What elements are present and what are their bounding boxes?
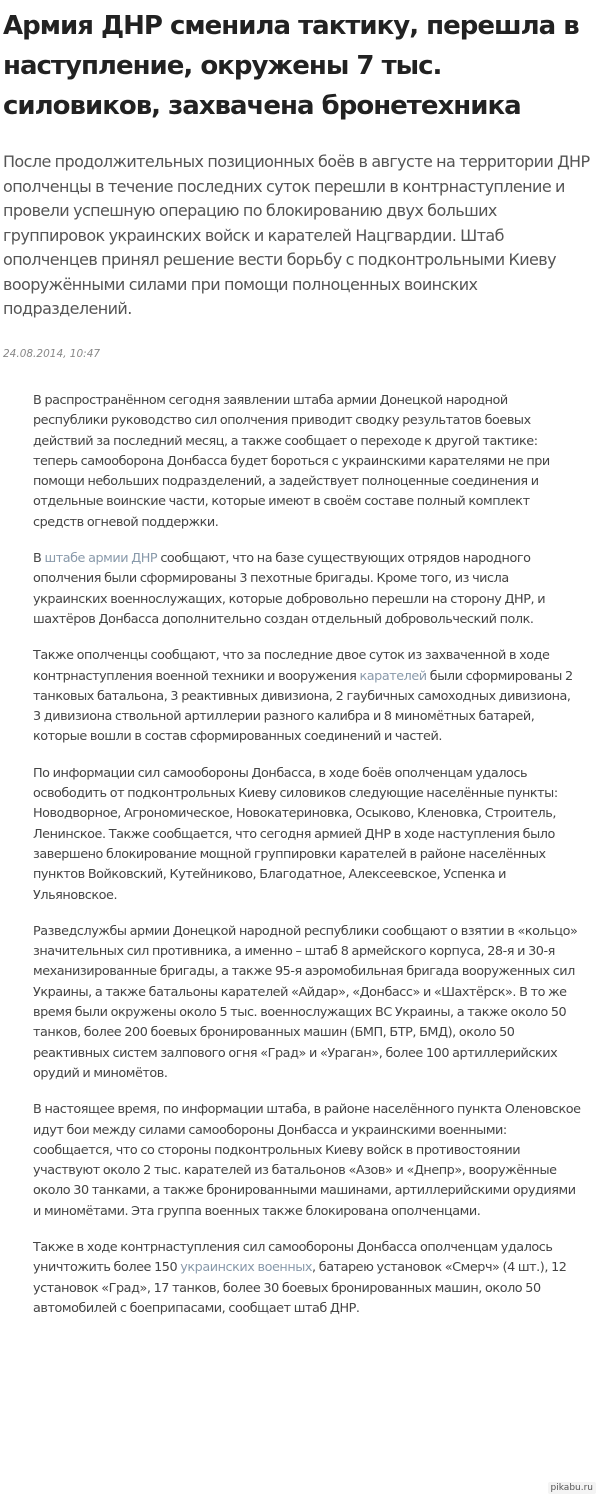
article-title: Армия ДНР сменила тактику, перешла в наступление, окружены 7 тыс. силовиков, захвачена бронетехника <box>3 11 579 121</box>
body-paragraph-2 <box>33 549 581 630</box>
body-paragraph-4: По информации сил самообороны Донбасса, в ходе боёв ополченцам удалось освободить от подконтрольных Киеву силовиков следующие населённые пункты: Новодворное, Агрономическое, Новокатериновка, Осыково, Кленовка, Строитель, Ленинское. Также сообщается, что сегодня армией ДНР в ходе наступления было завершено блокирование мощной группировки карателей в районе населённых пунктов Войковский, Кутейниково, Благодатное, Алексеевское, Успенка и Ульяновское. <box>33 765 558 903</box>
paragraph-7-text-start: Также в ходе контрнаступления сил самообороны Донбасса ополченцам удалось уничтожить более 150 <box>33 1239 553 1276</box>
body-paragraph-5: Разведслужбы армии Донецкой народной республики сообщают о взятии в «кольцо» значительных сил противника, а именно – штаб 8 армейского корпуса, 28-я и 30-я механизированные бригады, а также 95-я аэромобильная бригада вооруженных сил Украины, а также батальоны карателей «Айдар», «Донбасс» и «Шахтёрск». В то же время были окружены около 5 тыс. военнослужащих ВС Украины, а также около 50 танков, более 200 боевых бронированных машин (БМП, БТР, БМД), около 50 реактивных систем залпового огня «Град» и «Ураган», более 100 артиллерийских орудий и миномётов. <box>33 923 578 1081</box>
paragraph-3-text-start: Также ополченцы сообщают, что за последние двое суток из захваченной в ходе контрнаступления военной техники и вооружения <box>33 648 550 684</box>
body-paragraph-6: В настоящее время, по информации штаба, в районе населённого пункта Оленовское идут бои между силами самообороны Донбасса и украинскими военными: сообщается, что со стороны подконтрольных Киеву войск в противостоянии участвуют около 2 тыс. карателей из батальонов «Азов» и «Днепр», вооружённые около 30 танками, а также бронированными машинами, артиллерийскими орудиями и миномётами. Эта группа военных также блокирована ополченцами. <box>33 1102 581 1219</box>
publish-date: 24.08.2014, 10:47 <box>3 348 101 360</box>
paragraph-7-text-end: , батарею установок «Смерч» (4 шт.), 12 установок «Град», 17 танков, более 30 боевых бронированных машин, около 50 автомобилей с боеприпасами, сообщает штаб ДНР. <box>33 1260 567 1316</box>
body-paragraph-3 <box>33 646 581 747</box>
article-lead: После продолжительных позиционных боёв в августе на территории ДНР ополченцы в течение последних суток перешли в контрнаступление и провели успешную операцию по блокированию двух больших группировок украинских войск и карателей Нацгвардии. Штаб ополченцев принял решение вести борьбу с подконтрольными Киеву вооружёнными силами при помощи полноценных воинских подразделений. <box>3 152 590 318</box>
paragraph-3-text-end: были сформированы 2 танковых батальона, 3 реактивных дивизиона, 2 гаубичных самоходных дивизиона, 3 дивизиона ствольной артиллерии разного калибра и 8 миномётных батарей, которые вошли в состав сформированных соединений и частей. <box>33 668 573 745</box>
article-body <box>33 391 581 1335</box>
dnr-headquarters-link[interactable]: штабе армии ДНР <box>44 551 158 567</box>
paragraph-2-text-end: сообщают, что на базе существующих отрядов народного ополчения были сформированы 3 пехотные бригады. Кроме того, из числа украинских военнослужащих, которые добровольно перешли на сторону ДНР, и шахтёров Донбасса дополнительно создан отдельный добровольческий полк. <box>33 551 546 627</box>
body-paragraph-7 <box>33 1238 581 1319</box>
body-paragraph-1: В распространённом сегодня заявлении штаба армии Донецкой народной республики руководство сил ополчения приводит сводку результатов боевых действий за последний месяц, а также сообщает о переходе к другой тактике: теперь самооборона Донбасса будет бороться с украинскими карателями не при помощи небольших подразделений, а задействует полноценные соединения и отдельные воинские части, которые имеют в своём составе полный комплект средств огневой поддержки. <box>33 393 550 530</box>
pikabu-watermark: pikabu.ru <box>548 1482 596 1494</box>
punishers-link[interactable]: карателей <box>359 668 427 684</box>
ukrainian-military-link[interactable]: украинских военных <box>180 1260 313 1276</box>
paragraph-2-text-start: В <box>33 551 45 567</box>
